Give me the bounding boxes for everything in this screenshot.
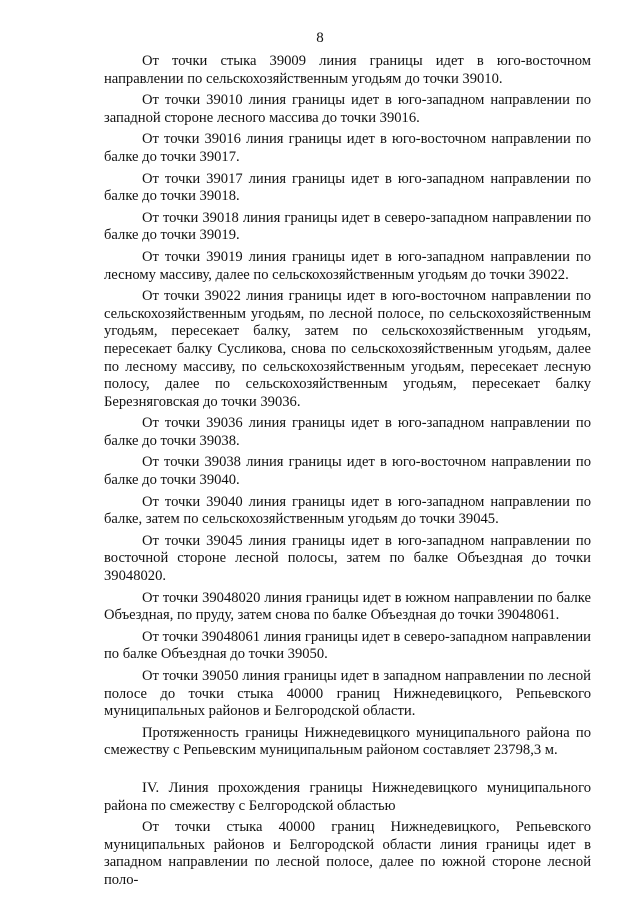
paragraph: От точки 39017 линия границы идет в юго-западном направлении по балке до точки 39018.: [104, 170, 591, 205]
paragraph: От точки 39040 линия границы идет в юго-западном направлении по балке, затем по сельскохозяйственным угодьям до точки 39045.: [104, 493, 591, 528]
paragraph: От точки 39010 линия границы идет в юго-западном направлении по западной стороне лесного массива до точки 39016.: [104, 92, 591, 126]
paragraph: От точки стыка 39009 линия границы идет в юго-восточном направлении по сельскохозяйственным угодьям до точки 39010.: [104, 53, 591, 87]
paragraph: Протяженность границы Нижнедевицкого муниципального района по смежеству с Репьевским муниципальным районом составляет 23798,3 м.: [104, 724, 591, 759]
paragraph: От точки стыка 40000 границ Нижнедевицкого, Репьевского муниципальных районов и Белгородской области линия границы идет в западном направлении по лесной полосе, далее по южной стороне лесной поло-: [104, 819, 591, 888]
paragraph: От точки 39022 линия границы идет в юго-восточном направлении по сельскохозяйственным угодьям, по лесной полосе, по сельскохозяйственным угодьям, пересекает балку, затем по сельскохозяйственным угодьям, пересекает балку Сусликова, снова по сельскохозяйственным угодьям, далее по лесному массиву, по сельскохозяйственным угодьям, пересекает лесную полосу, далее по сельскохозяйственным угодьям, пересекает балку Березняговская до точки 39036.: [104, 288, 591, 410]
paragraph: От точки 39016 линия границы идет в юго-восточном направлении по балке до точки 39017.: [104, 131, 591, 165]
paragraph: От точки 39038 линия границы идет в юго-восточном направлении по балке до точки 39040.: [104, 454, 591, 489]
paragraph: От точки 39036 линия границы идет в юго-западном направлении по балке до точки 39038.: [104, 415, 591, 449]
paragraph: От точки 39019 линия границы идет в юго-западном направлении по лесному массиву, далее по сельскохозяйственным угодьям до точки 39022.: [104, 248, 591, 283]
paragraph: От точки 39045 линия границы идет в юго-западном направлении по восточной стороне лесной полосы, затем по балке Объездная до точки 39048020.: [104, 532, 591, 585]
paragraph: От точки 39050 линия границы идет в западном направлении по лесной полосе до точки стыка 40000 границ Нижнедевицкого, Репьевского муниципальных районов и Белгородской области.: [104, 668, 591, 720]
paragraph: От точки 39018 линия границы идет в северо-западном направлении по балке до точки 39019.: [104, 209, 591, 244]
paragraph: От точки 39048020 линия границы идет в южном направлении по балке Объездная, по пруду, затем снова по балке Объездная до точки 39048061.: [104, 589, 591, 624]
section-heading: IV. Линия прохождения границы Нижнедевицкого муниципального района по смежеству с Белгородской областью: [104, 779, 591, 814]
page-number: 8: [316, 30, 324, 46]
document-body: [104, 53, 591, 894]
paragraph: От точки 39048061 линия границы идет в северо-западном направлении по балке Объездная до точки 39050.: [104, 628, 591, 663]
